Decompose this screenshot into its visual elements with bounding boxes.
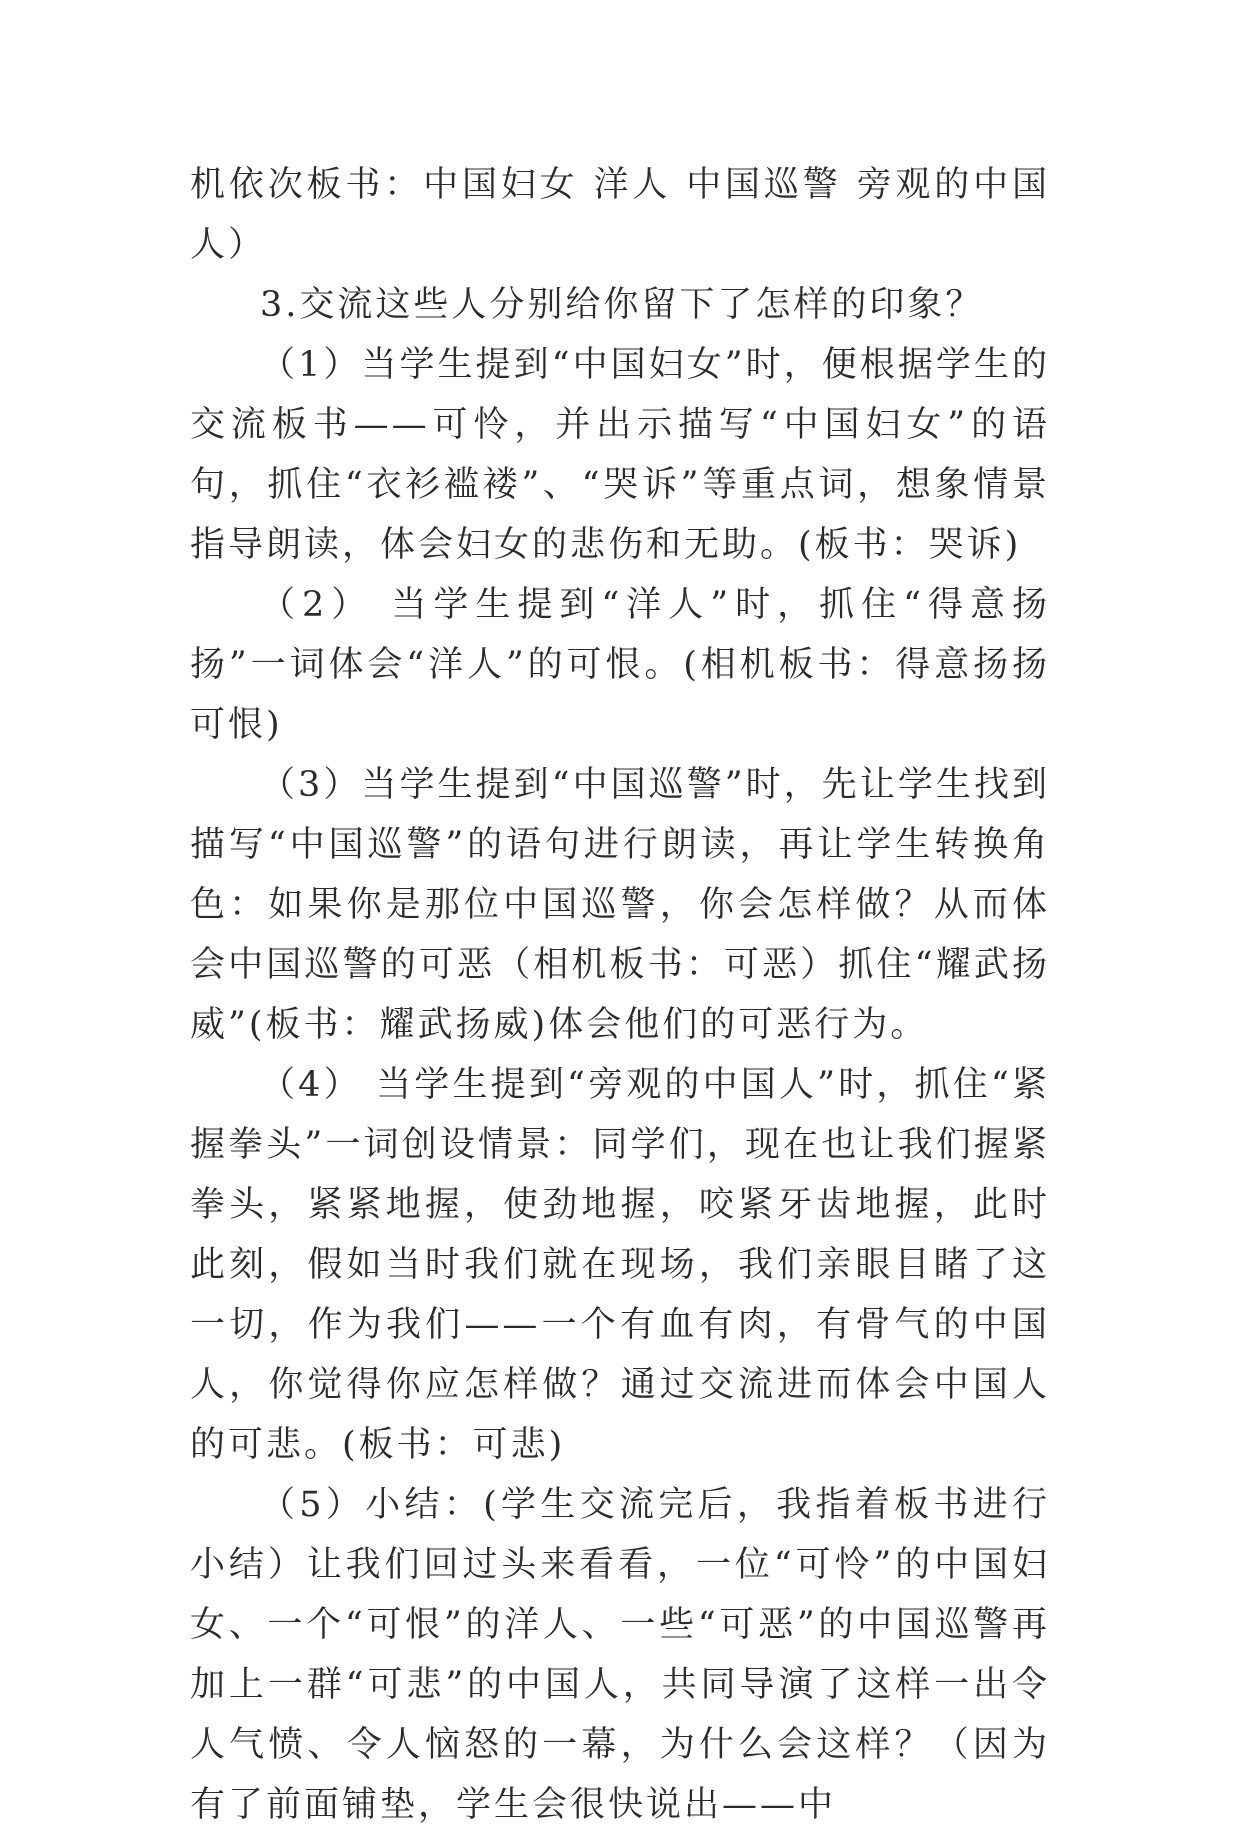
paragraph-4: （2） 当学生提到“洋人”时，抓住“得意扬扬”一词体会“洋人”的可恨。(相机板书：得意扬扬 可恨) bbox=[190, 585, 1050, 745]
paragraph-2: 3.交流这些人分别给你留下了怎样的印象？ bbox=[260, 285, 984, 325]
paragraph-3: （1）当学生提到“中国妇女”时，便根据学生的交流板书——可怜，并出示描写“中国妇女”的语句，抓住“衣衫褴褛”、“哭诉”等重点词，想象情景指导朗读，体会妇女的悲伤和无助。(板书：哭诉) bbox=[190, 345, 1050, 565]
paragraph-7: （5）小结：(学生交流完后，我指着板书进行小结）让我们回过头来看看，一位“可怜”的中国妇女、一个“可恨”的洋人、一些“可恶”的中国巡警再加上一群“可悲”的中国人，共同导演了这样一出令人气愤、令人恼怒的一幕，为什么会这样？（因为有了前面铺垫，学生会很快说出——中 bbox=[190, 1485, 1050, 1825]
paragraph-1: 机依次板书：中国妇女 洋人 中国巡警 旁观的中国人） bbox=[190, 165, 1050, 265]
paragraph-6: （4） 当学生提到“旁观的中国人”时，抓住“紧握拳头”一词创设情景：同学们，现在也让我们握紧拳头，紧紧地握，使劲地握，咬紧牙齿地握，此时此刻，假如当时我们就在现场，我们亲眼目睹了这一切，作为我们——一个有血有肉，有骨气的中国人，你觉得你应怎样做？通过交流进而体会中国人的可悲。(板书：可悲) bbox=[190, 1065, 1050, 1465]
paragraph-5: （3）当学生提到“中国巡警”时，先让学生找到描写“中国巡警”的语句进行朗读，再让学生转换角色：如果你是那位中国巡警，你会怎样做？从而体会中国巡警的可恶（相机板书：可恶）抓住“耀武扬威”(板书：耀武扬威)体会他们的可恶行为。 bbox=[190, 765, 1050, 1045]
document-body bbox=[190, 155, 1050, 1835]
